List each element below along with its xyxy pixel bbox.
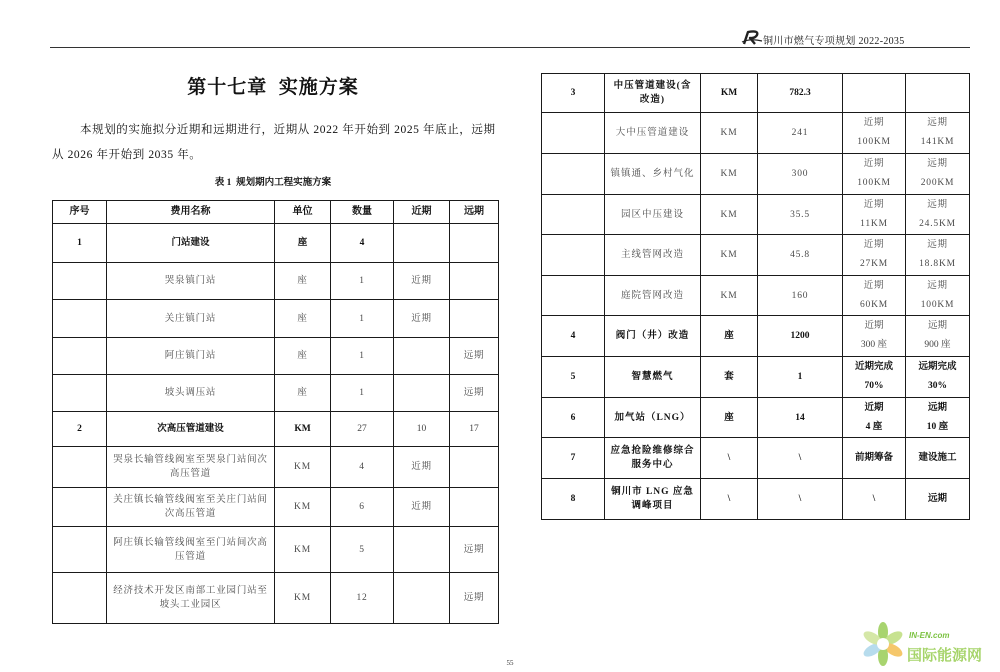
far-term-label: 远期 — [927, 280, 948, 291]
table-row — [53, 300, 499, 338]
logo-icon — [741, 29, 763, 46]
row-number: 2 — [53, 412, 107, 447]
table-row — [542, 357, 970, 398]
near-term — [843, 113, 906, 154]
near-term — [843, 74, 906, 113]
near-term-value: 11KM — [860, 218, 888, 229]
header-divider — [50, 47, 970, 48]
intro-paragraph-line-2: 从 2026 年开始到 2035 年。 — [52, 149, 202, 161]
far-term: 远期 — [450, 338, 499, 375]
far-term-label: 远期 — [927, 159, 948, 169]
item-name: 大中压管道建设 — [605, 113, 701, 154]
item-name: 园区中压建设 — [605, 195, 701, 235]
quantity: 241 — [758, 113, 843, 154]
item-name: 镇镇通、乡村气化 — [605, 154, 701, 195]
far-term — [906, 195, 970, 235]
table-row — [542, 113, 970, 154]
unit: 套 — [701, 357, 758, 398]
item-name: 中压管道建设(含改造) — [605, 74, 701, 113]
far-term-value: 141KM — [920, 137, 955, 147]
near-term-label: 近期 — [863, 280, 885, 291]
quantity: 35.5 — [758, 195, 843, 235]
unit: \ — [701, 479, 758, 520]
table-row — [53, 224, 499, 263]
table-row — [542, 316, 970, 357]
row-number: 1 — [53, 224, 107, 263]
row-number: 4 — [542, 316, 605, 357]
far-term-value: 远期 — [927, 493, 947, 504]
near-term — [394, 224, 450, 263]
row-number: 8 — [542, 479, 605, 520]
implementation-table-left — [52, 200, 499, 624]
col-header-number: 序号 — [53, 201, 107, 224]
item-name: 阿庄镇门站 — [107, 338, 275, 375]
near-term-label: 近期 — [863, 118, 885, 128]
near-term — [843, 316, 906, 357]
far-term — [906, 316, 970, 357]
col-header-name: 费用名称 — [107, 201, 275, 224]
far-term-value: 30% — [928, 381, 947, 391]
unit: 座 — [701, 398, 758, 438]
near-term-value: 近期完成 70% — [854, 362, 893, 391]
row-number — [53, 300, 107, 338]
near-term: 近期 — [394, 263, 450, 300]
quantity: 1200 — [758, 316, 843, 357]
item-name: 关庄镇长输管线阀室至关庄门站间次高压管道 — [107, 488, 275, 527]
table-row — [542, 195, 970, 235]
far-term-label: 远期完成 — [918, 362, 957, 372]
row-number — [53, 375, 107, 412]
near-term — [394, 375, 450, 412]
far-term — [906, 357, 970, 398]
quantity: 4 — [331, 447, 394, 488]
unit: KM — [275, 447, 331, 488]
unit: KM — [701, 195, 758, 235]
unit: KM — [701, 154, 758, 195]
far-term-label: 远期 — [927, 402, 947, 413]
near-term — [394, 573, 450, 624]
quantity: 27 — [331, 412, 394, 447]
quantity: \ — [758, 438, 843, 479]
row-number — [53, 447, 107, 488]
quantity: 300 — [758, 154, 843, 195]
far-term-label: 远期 — [927, 321, 947, 331]
far-term-label: 远期 — [927, 240, 948, 250]
row-number — [542, 154, 605, 195]
unit: 座 — [275, 263, 331, 300]
item-name: 加气站（LNG） — [605, 398, 701, 438]
intro-paragraph-line-1: 本规划的实施拟分近期和远期进行，近期从 2022 年开始到 2025 年底止，远期 — [80, 124, 496, 136]
far-term — [906, 276, 970, 316]
unit: 座 — [701, 316, 758, 357]
near-term-value: 60KM — [859, 299, 888, 310]
far-term — [906, 154, 970, 195]
unit: KM — [275, 412, 331, 447]
table-row — [53, 338, 499, 375]
near-term — [843, 357, 906, 398]
near-term: 10 — [394, 412, 450, 447]
item-name: 庭院管网改造 — [605, 276, 701, 316]
item-name: 坡头调压站 — [107, 375, 275, 412]
near-term-label: 近期 — [863, 199, 885, 210]
quantity: 1 — [758, 357, 843, 398]
far-term — [450, 263, 499, 300]
table-row — [53, 375, 499, 412]
item-name: 门站建设 — [107, 224, 275, 263]
near-term — [843, 195, 906, 235]
near-term-value: 300 座 — [860, 340, 888, 350]
table-row — [542, 74, 970, 113]
quantity: 1 — [331, 338, 394, 375]
table-row — [53, 263, 499, 300]
table-row — [53, 527, 499, 573]
quantity: 4 — [331, 224, 394, 263]
quantity: 782.3 — [758, 74, 843, 113]
item-name: 铜川市 LNG 应急调峰项目 — [605, 479, 701, 520]
far-term — [450, 447, 499, 488]
col-header-unit: 单位 — [275, 201, 331, 224]
implementation-table-right — [541, 73, 970, 520]
quantity: 14 — [758, 398, 843, 438]
far-term-value: 18.8KM — [919, 259, 956, 269]
table-row — [53, 573, 499, 624]
table-row — [53, 447, 499, 488]
unit: KM — [701, 235, 758, 276]
far-term-label: 远期 — [927, 118, 948, 128]
table-row — [542, 479, 970, 520]
far-term — [450, 488, 499, 527]
near-term: 近期 — [394, 488, 450, 527]
row-number — [542, 113, 605, 154]
row-number: 3 — [542, 74, 605, 113]
item-name: 智慧燃气 — [605, 357, 701, 398]
row-number: 7 — [542, 438, 605, 479]
near-term: 近期 — [394, 300, 450, 338]
quantity: 12 — [331, 573, 394, 624]
table-row — [53, 488, 499, 527]
far-term — [906, 438, 970, 479]
col-header-quantity: 数量 — [331, 201, 394, 224]
near-term-label: 近期 — [864, 321, 884, 331]
unit: KM — [701, 74, 758, 113]
quantity: 45.8 — [758, 235, 843, 276]
far-term: 远期 — [450, 573, 499, 624]
far-term — [450, 300, 499, 338]
unit: KM — [701, 113, 758, 154]
near-term-value: 100KM — [857, 137, 891, 147]
col-header-far-term: 远期 — [450, 201, 499, 224]
far-term: 远期 — [450, 375, 499, 412]
item-name: 应急抢险维修综合服务中心 — [605, 438, 701, 479]
row-number — [53, 527, 107, 573]
far-term-value: 10 座 — [926, 421, 949, 432]
table-header-row — [53, 201, 499, 224]
near-term-label: 近期 — [863, 159, 885, 169]
unit: KM — [701, 276, 758, 316]
row-number — [542, 195, 605, 235]
far-term-value: 900 座 — [924, 340, 951, 350]
item-name: 阿庄镇长输管线阀室至门站间次高压管道 — [107, 527, 275, 573]
row-number — [53, 573, 107, 624]
far-term — [906, 479, 970, 520]
table-row — [53, 412, 499, 447]
near-term — [843, 398, 906, 438]
quantity: 6 — [331, 488, 394, 527]
unit: KM — [275, 527, 331, 573]
near-term — [394, 527, 450, 573]
quantity: 5 — [331, 527, 394, 573]
document-header-title: 铜川市燃气专项规划 2022-2035 — [763, 36, 905, 47]
near-term: 近期 — [394, 447, 450, 488]
far-term — [906, 235, 970, 276]
table-row — [542, 235, 970, 276]
chapter-title: 第十七章 实施方案 — [187, 77, 359, 98]
far-term: 17 — [450, 412, 499, 447]
item-name: 哭泉长输管线阀室至哭泉门站间次高压管道 — [107, 447, 275, 488]
near-term — [843, 276, 906, 316]
near-term — [843, 154, 906, 195]
quantity: 1 — [331, 300, 394, 338]
unit: KM — [275, 573, 331, 624]
watermark-name: 国际能源网 — [907, 647, 983, 664]
far-term-label: 远期 — [927, 199, 948, 210]
quantity: 1 — [331, 375, 394, 412]
row-number — [53, 263, 107, 300]
unit: \ — [701, 438, 758, 479]
row-number: 6 — [542, 398, 605, 438]
table-row — [542, 276, 970, 316]
unit: 座 — [275, 375, 331, 412]
far-term — [906, 113, 970, 154]
table-row — [542, 398, 970, 438]
quantity: 1 — [331, 263, 394, 300]
table-row — [542, 438, 970, 479]
far-term-value: 建设施工 — [918, 452, 957, 463]
near-term-value: 前期筹备 — [854, 452, 893, 463]
watermark-logo-icon — [860, 619, 906, 669]
near-term-value: \ — [872, 493, 876, 504]
near-term — [843, 438, 906, 479]
near-term-value: 100KM — [857, 178, 891, 188]
far-term-value: 200KM — [920, 178, 955, 188]
unit: 座 — [275, 338, 331, 375]
far-term-value: 24.5KM — [919, 218, 956, 229]
item-name: 主线管网改造 — [605, 235, 701, 276]
item-name: 阀门（井）改造 — [605, 316, 701, 357]
near-term — [394, 338, 450, 375]
near-term — [843, 235, 906, 276]
item-name: 次高压管道建设 — [107, 412, 275, 447]
far-term — [906, 74, 970, 113]
table-row — [542, 154, 970, 195]
row-number: 5 — [542, 357, 605, 398]
near-term — [843, 479, 906, 520]
table-caption: 表 1 规划期内工程实施方案 — [214, 178, 332, 188]
far-term — [906, 398, 970, 438]
row-number — [542, 235, 605, 276]
col-header-near-term: 近期 — [394, 201, 450, 224]
row-number — [542, 276, 605, 316]
item-name: 哭泉镇门站 — [107, 263, 275, 300]
watermark-site: IN-EN.com — [909, 631, 950, 640]
item-name: 关庄镇门站 — [107, 300, 275, 338]
item-name: 经济技术开发区南部工业园门站至坡头工业园区 — [107, 573, 275, 624]
row-number — [53, 488, 107, 527]
unit: 座 — [275, 224, 331, 263]
quantity: \ — [758, 479, 843, 520]
row-number — [53, 338, 107, 375]
unit: 座 — [275, 300, 331, 338]
unit: KM — [275, 488, 331, 527]
near-term-label: 近期 — [863, 240, 885, 250]
near-term-value: 4 座 — [865, 421, 883, 432]
quantity: 160 — [758, 276, 843, 316]
far-term-value: 100KM — [920, 299, 955, 310]
page-number: 55 — [506, 659, 514, 667]
far-term: 远期 — [450, 527, 499, 573]
near-term-label: 近期 — [864, 402, 884, 413]
near-term-value: 27KM — [859, 259, 888, 269]
far-term — [450, 224, 499, 263]
